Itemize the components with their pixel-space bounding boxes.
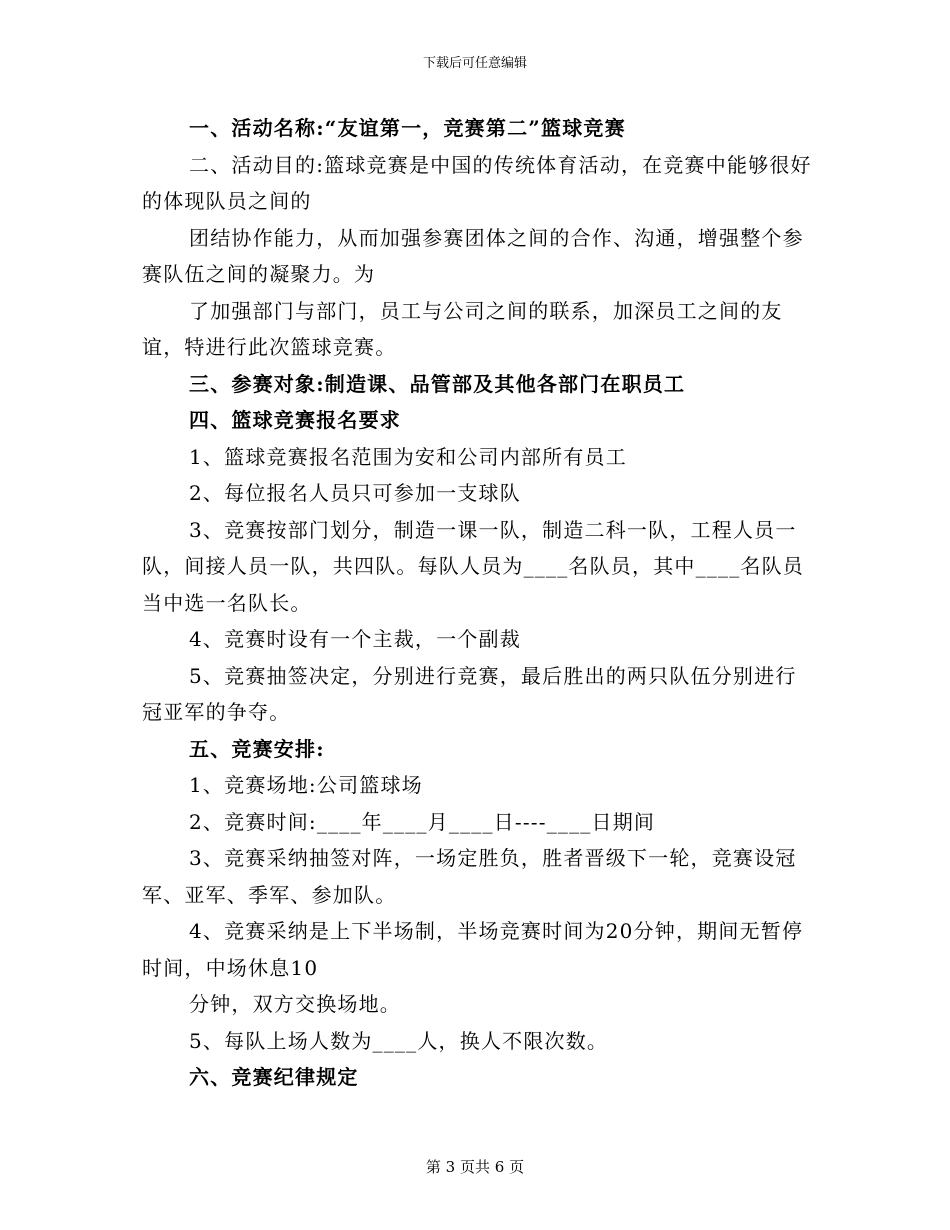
paragraph: 二、活动目的:篮球竞赛是中国的传统体育活动，在竞赛中能够很好的体现队员之间的 — [142, 152, 812, 213]
section-heading: 一、活动名称:“友谊第一，竞赛第二”篮球竞赛 — [189, 116, 626, 140]
list-item: 3、竞赛采纳抽签对阵，一场定胜负，胜者晋级下一轮，竞赛设冠军、亚军、季军、参加队。 — [142, 846, 797, 907]
list-item: 2、竞赛时间:____年____月____日----____日期间 — [189, 809, 656, 834]
list-item: 4、竞赛时设有一个主裁，一个副裁 — [189, 627, 521, 651]
list-item: 5、竞赛抽签决定，分别进行竞赛，最后胜出的两只队伍分别进行冠亚军的争夺。 — [142, 663, 797, 724]
page-header: 下载后可任意编辑 — [422, 56, 527, 71]
paragraph: 了加强部门与部门，员工与公司之间的联系，加深员工之间的友谊，特进行此次篮球竞赛。 — [142, 298, 783, 359]
list-item: 3、竞赛按部门划分，制造一课一队，制造二科一队，工程人员一队，间接人员一队，共四队。每队人员为____名队员，其中____名队员当中选一名队长。 — [142, 517, 804, 615]
section-heading: 五、竞赛安排: — [189, 736, 325, 761]
list-item: 5、每队上场人数为____人，换人不限次数。 — [189, 1028, 609, 1053]
list-item: 2、每位报名人员只可参加一支球队 — [189, 481, 521, 505]
document-body — [142, 110, 812, 1096]
list-item: 4、竞赛采纳是上下半场制，半场竞赛时间为20分钟，期间无暂停时间，中场休息10 — [142, 919, 804, 980]
paragraph: 团结协作能力，从而加强参赛团体之间的合作、沟通，增强整个参赛队伍之间的凝聚力。为 — [142, 225, 804, 286]
section-heading: 四、篮球竞赛报名要求 — [189, 408, 401, 432]
paragraph: 分钟，双方交换场地。 — [189, 992, 401, 1016]
section-heading: 三、参赛对象:制造课、品管部及其他各部门在职员工 — [189, 371, 686, 396]
list-item: 1、竞赛场地:公司篮球场 — [189, 773, 423, 797]
list-item: 1、篮球竞赛报名范围为安和公司内部所有员工 — [189, 444, 627, 469]
section-heading: 六、竞赛纪律规定 — [189, 1065, 359, 1089]
page-footer: 第 3 页共 6 页 — [425, 1158, 525, 1176]
